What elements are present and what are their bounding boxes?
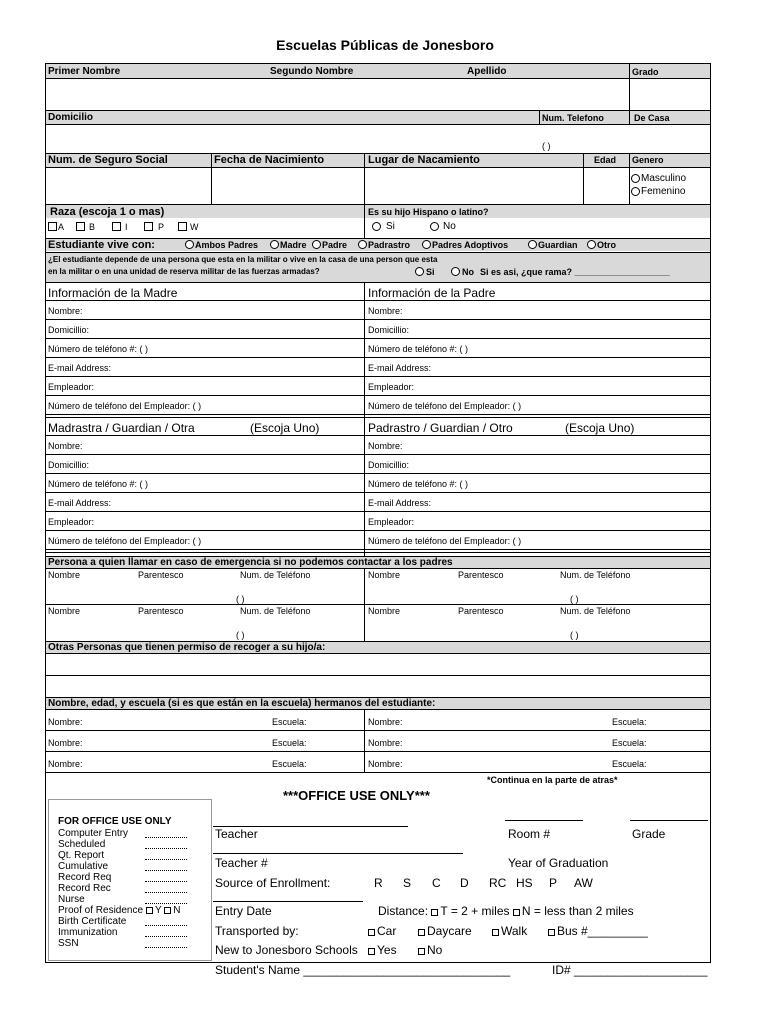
father-section-title: Información de la Padre	[368, 286, 496, 300]
stepfather-employer-field[interactable]: Empleador:	[368, 517, 415, 527]
car-checkbox[interactable]	[368, 929, 375, 936]
mother-employer-phone-field[interactable]: Número de teléfono del Empleador: ( )	[48, 401, 202, 411]
new-no-label: No	[427, 943, 443, 957]
lives-stepfather-label: Padrastro	[368, 240, 411, 250]
military-no-radio[interactable]	[451, 267, 460, 276]
office-item-qt-report: Qt. Report	[58, 850, 105, 861]
office-item-nurse: Nurse	[58, 894, 85, 905]
military-branch: Si es asi, ¿que rama? ___________________	[480, 267, 670, 277]
lives-other-radio[interactable]	[587, 240, 596, 249]
source-p[interactable]: P	[549, 876, 558, 890]
emergency3-name-header: Nombre	[48, 606, 81, 616]
male-label: Masculino	[641, 173, 687, 184]
emergency2-name-header: Nombre	[368, 570, 401, 580]
residence-yn[interactable]	[146, 906, 181, 916]
middle-name-label: Segundo Nombre	[270, 66, 354, 77]
sibling3-name-field[interactable]: Nombre:	[48, 738, 83, 748]
siblings-title: Nombre, edad, y escuela (si es que están en la escuela) hermanos del estudiante:	[48, 698, 436, 709]
race-label: Raza (escoja 1 o mas)	[50, 206, 165, 218]
race-a-label: A	[58, 222, 65, 232]
emergency4-name-header: Nombre	[368, 606, 401, 616]
lives-guardian-radio[interactable]	[528, 240, 537, 249]
stepfather-phone-field[interactable]: Número de teléfono #: ( )	[368, 479, 469, 489]
new-yes-checkbox[interactable]	[368, 948, 375, 955]
race-p-checkbox[interactable]	[144, 222, 153, 231]
female-label: Femenino	[641, 186, 686, 197]
phone-label: Num. Telefono	[542, 113, 604, 123]
teacher-number-field[interactable]: Teacher #	[215, 856, 268, 870]
father-address-field[interactable]: Domicillio:	[368, 325, 410, 335]
race-i-label: I	[125, 222, 128, 232]
lives-both-radio[interactable]	[185, 240, 194, 249]
gender-label: Genero	[632, 155, 664, 165]
new-yes[interactable]	[368, 944, 397, 956]
office-box-title: FOR OFFICE USE ONLY	[58, 816, 172, 827]
address-label: Domicilio	[48, 112, 94, 123]
military-question-line1: ¿El estudiante depende de una persona que esta en la militar o vive en la casa de una person que esta	[48, 255, 438, 264]
father-email-field[interactable]: E-mail Address:	[368, 363, 432, 373]
office-item-computer-entry: Computer Entry	[58, 828, 129, 839]
office-item-scheduled: Scheduled	[58, 839, 106, 850]
grade-field[interactable]	[630, 79, 710, 110]
father-employer-field[interactable]: Empleador:	[368, 382, 415, 392]
lives-stepfather-radio[interactable]	[358, 240, 367, 249]
race-b-label: B	[89, 222, 96, 232]
emergency3-relation-header: Parentesco	[138, 606, 184, 616]
sibling5-school-field[interactable]: Escuela:	[272, 759, 307, 769]
emergency1-paren: ( )	[236, 594, 245, 604]
office-item-birth-certificate: Birth Certificate	[58, 916, 127, 927]
daycare-checkbox[interactable]	[418, 929, 425, 936]
emergency2-phone-header: Num. de Teléfono	[560, 570, 631, 580]
emergency1-name-header: Nombre	[48, 570, 81, 580]
stepfather-email-field[interactable]: E-mail Address:	[368, 498, 432, 508]
ssn-label: Num. de Seguro Social	[48, 154, 168, 166]
stepfather-employer-phone-field[interactable]: Número de teléfono del Empleador: ( )	[368, 536, 522, 546]
military-question-line2: en la militar o en una unidad de reserva militar de las fuerzas armadas?	[48, 267, 320, 276]
race-i-checkbox[interactable]	[112, 222, 121, 231]
race-w-label: W	[190, 222, 199, 232]
grade-label: Grado	[632, 67, 659, 77]
sibling5-name-field[interactable]: Nombre:	[48, 759, 83, 769]
military-no-label: No	[462, 267, 474, 277]
mother-phone-field[interactable]: Número de teléfono #: ( )	[48, 344, 149, 354]
source-c[interactable]: C	[432, 876, 441, 890]
car-label: Car	[377, 924, 397, 938]
transport-car[interactable]	[368, 925, 396, 937]
lives-father-radio[interactable]	[312, 240, 321, 249]
lives-other-label: Otro	[597, 240, 616, 250]
office-item-immunization: Immunization	[58, 927, 118, 938]
emergency-title: Persona a quien llamar en caso de emergencia si no podemos contactar a los padres	[48, 557, 453, 568]
hispanic-question: Es su hijo Hispano o latino?	[368, 207, 489, 217]
pickup-title: Otras Personas que tienen permiso de recoger a su hijo/a:	[48, 642, 326, 653]
lives-mother-label: Madre	[280, 240, 307, 250]
sibling2-name-field[interactable]: Nombre:	[368, 717, 403, 727]
source-d[interactable]: D	[460, 876, 469, 890]
stepmother-email-field[interactable]: E-mail Address:	[48, 498, 112, 508]
residence-n-checkbox[interactable]	[164, 907, 171, 914]
father-employer-phone-field[interactable]: Número de teléfono del Empleador: ( )	[368, 401, 522, 411]
father-phone-field[interactable]: Número de teléfono #: ( )	[368, 344, 469, 354]
sibling6-name-field[interactable]: Nombre:	[368, 759, 403, 769]
new-yes-label: Yes	[377, 943, 397, 957]
lives-guardian-label: Guardian	[538, 240, 578, 250]
race-b-checkbox[interactable]	[76, 222, 85, 231]
stepmother-section-title: Madrastra / Guardian / Otra	[48, 421, 195, 435]
office-item-cumulative: Cumulative	[58, 861, 109, 872]
age-label: Edad	[594, 155, 617, 165]
lives-both-label: Ambos Padres	[195, 240, 259, 250]
page-title: Escuelas Públicas de Jonesboro	[276, 37, 494, 53]
hispanic-yes-label: Si	[386, 221, 395, 232]
stepmother-name-field[interactable]: Nombre:	[48, 441, 83, 451]
military-yes-radio[interactable]	[415, 267, 424, 276]
mother-section-title: Información de la Madre	[48, 286, 178, 300]
emergency2-relation-header: Parentesco	[458, 570, 504, 580]
transported-label: Transported by:	[215, 924, 299, 938]
emergency3-phone-header: Num. de Teléfono	[240, 606, 311, 616]
student-id-field[interactable]: ID# ____________________	[552, 963, 708, 977]
distance-row	[378, 905, 634, 917]
source-s[interactable]: S	[403, 876, 412, 890]
stepfather-name-field[interactable]: Nombre:	[368, 441, 403, 451]
distance-t-label: T = 2 + miles	[440, 904, 510, 918]
transport-bus[interactable]	[548, 925, 648, 937]
lives-mother-radio[interactable]	[270, 240, 279, 249]
new-to-jonesboro-label: New to Jonesboro Schools	[215, 943, 358, 957]
sibling4-school-field[interactable]: Escuela:	[612, 738, 647, 748]
dob-label: Fecha de Nacimiento	[214, 154, 325, 166]
mother-email-field[interactable]: E-mail Address:	[48, 363, 112, 373]
source-r[interactable]: R	[374, 876, 383, 890]
lives-adoptive-radio[interactable]	[422, 240, 431, 249]
distance-n-checkbox[interactable]	[513, 909, 520, 916]
mother-employer-field[interactable]: Empleador:	[48, 382, 95, 392]
daycare-label: Daycare	[427, 924, 472, 938]
emergency1-phone-header: Num. de Teléfono	[240, 570, 311, 580]
graduation-year-field[interactable]: Year of Graduation	[508, 856, 609, 870]
emergency2-paren: ( )	[570, 594, 579, 604]
last-name-label: Apellido	[467, 66, 507, 77]
race-w-checkbox[interactable]	[178, 222, 187, 231]
student-name-office-field[interactable]: Student's Name _______________________________	[215, 963, 511, 977]
transport-walk[interactable]	[492, 925, 527, 937]
sibling2-school-field[interactable]: Escuela:	[612, 717, 647, 727]
emergency4-phone-header: Num. de Teléfono	[560, 606, 631, 616]
student-name-field[interactable]	[46, 79, 629, 110]
walk-label: Walk	[501, 924, 528, 938]
home-label: De Casa	[634, 113, 670, 123]
first-name-label: Primer Nombre	[48, 66, 121, 77]
female-radio[interactable]	[631, 187, 640, 196]
lives-adoptive-label: Padres Adoptivos	[432, 240, 509, 250]
new-no[interactable]	[418, 944, 442, 956]
sibling6-school-field[interactable]: Escuela:	[612, 759, 647, 769]
hispanic-no-radio[interactable]	[430, 222, 439, 231]
room-field[interactable]: Room #	[508, 827, 551, 841]
stepmother-employer-phone-field[interactable]: Número de teléfono del Empleador: ( )	[48, 536, 202, 546]
stepmother-phone-field[interactable]: Número de teléfono #: ( )	[48, 479, 149, 489]
phone-paren: ( )	[542, 141, 551, 151]
emergency3-paren: ( )	[236, 630, 245, 640]
walk-checkbox[interactable]	[492, 929, 499, 936]
residence-n-label: N	[173, 905, 181, 916]
emergency1-relation-header: Parentesco	[138, 570, 184, 580]
emergency4-relation-header: Parentesco	[458, 606, 504, 616]
source-hs[interactable]: HS	[516, 876, 533, 890]
race-p-label: P	[158, 222, 165, 232]
residence-y-label: Y	[155, 905, 162, 916]
hispanic-yes-radio[interactable]	[372, 222, 381, 231]
mother-address-field[interactable]: Domicillio:	[48, 325, 90, 335]
sibling3-school-field[interactable]: Escuela:	[272, 738, 307, 748]
hispanic-no-label: No	[443, 221, 456, 232]
bus-checkbox[interactable]	[548, 929, 555, 936]
transport-daycare[interactable]	[418, 925, 472, 937]
residence-y-checkbox[interactable]	[146, 907, 153, 914]
stepfather-choose: (Escoja Uno)	[565, 421, 635, 435]
stepfather-section-title: Padrastro / Guardian / Otro	[368, 421, 513, 435]
bus-label: Bus #_________	[557, 924, 648, 938]
source-enrollment-label: Source of Enrollment:	[215, 876, 331, 890]
stepmother-choose: (Escoja Uno)	[250, 421, 320, 435]
continue-note: *Continua en la parte de atras*	[487, 775, 618, 785]
entry-date-field[interactable]: Entry Date	[215, 904, 272, 918]
stepfather-address-field[interactable]: Domicillio:	[368, 460, 410, 470]
pickup-persons-field[interactable]	[46, 654, 710, 696]
lives-with-label: Estudiante vive con:	[48, 239, 155, 251]
lives-father-label: Padre	[322, 240, 348, 250]
distance-n-label: N = less than 2 miles	[521, 904, 634, 918]
distance-label: Distance:	[378, 904, 429, 918]
source-aw[interactable]: AW	[574, 876, 593, 890]
mother-name-field[interactable]: Nombre:	[48, 306, 83, 316]
new-no-checkbox[interactable]	[418, 948, 425, 955]
address-field[interactable]	[46, 125, 710, 153]
race-a-checkbox[interactable]	[48, 222, 57, 231]
sibling4-name-field[interactable]: Nombre:	[368, 738, 403, 748]
office-use-banner: ***OFFICE USE ONLY***	[283, 788, 430, 803]
pob-label: Lugar de Nacamiento	[368, 154, 480, 166]
office-item-ssn: SSN	[58, 938, 79, 949]
stepmother-address-field[interactable]: Domicillio:	[48, 460, 90, 470]
office-item-record-req: Record Req	[58, 872, 112, 883]
distance-t-checkbox[interactable]	[431, 909, 438, 916]
office-item-record-rec: Record Rec	[58, 883, 111, 894]
military-yes-label: Si	[426, 267, 435, 277]
male-radio[interactable]	[631, 174, 640, 183]
teacher-field[interactable]: Teacher	[215, 827, 258, 841]
emergency4-paren: ( )	[570, 630, 579, 640]
stepmother-employer-field[interactable]: Empleador:	[48, 517, 95, 527]
sibling1-name-field[interactable]: Nombre:	[48, 717, 83, 727]
sibling1-school-field[interactable]: Escuela:	[272, 717, 307, 727]
source-rc[interactable]: RC	[489, 876, 507, 890]
father-name-field[interactable]: Nombre:	[368, 306, 403, 316]
office-item-proof-residence: Proof of Residence	[58, 905, 144, 916]
office-grade-field[interactable]: Grade	[632, 827, 666, 841]
